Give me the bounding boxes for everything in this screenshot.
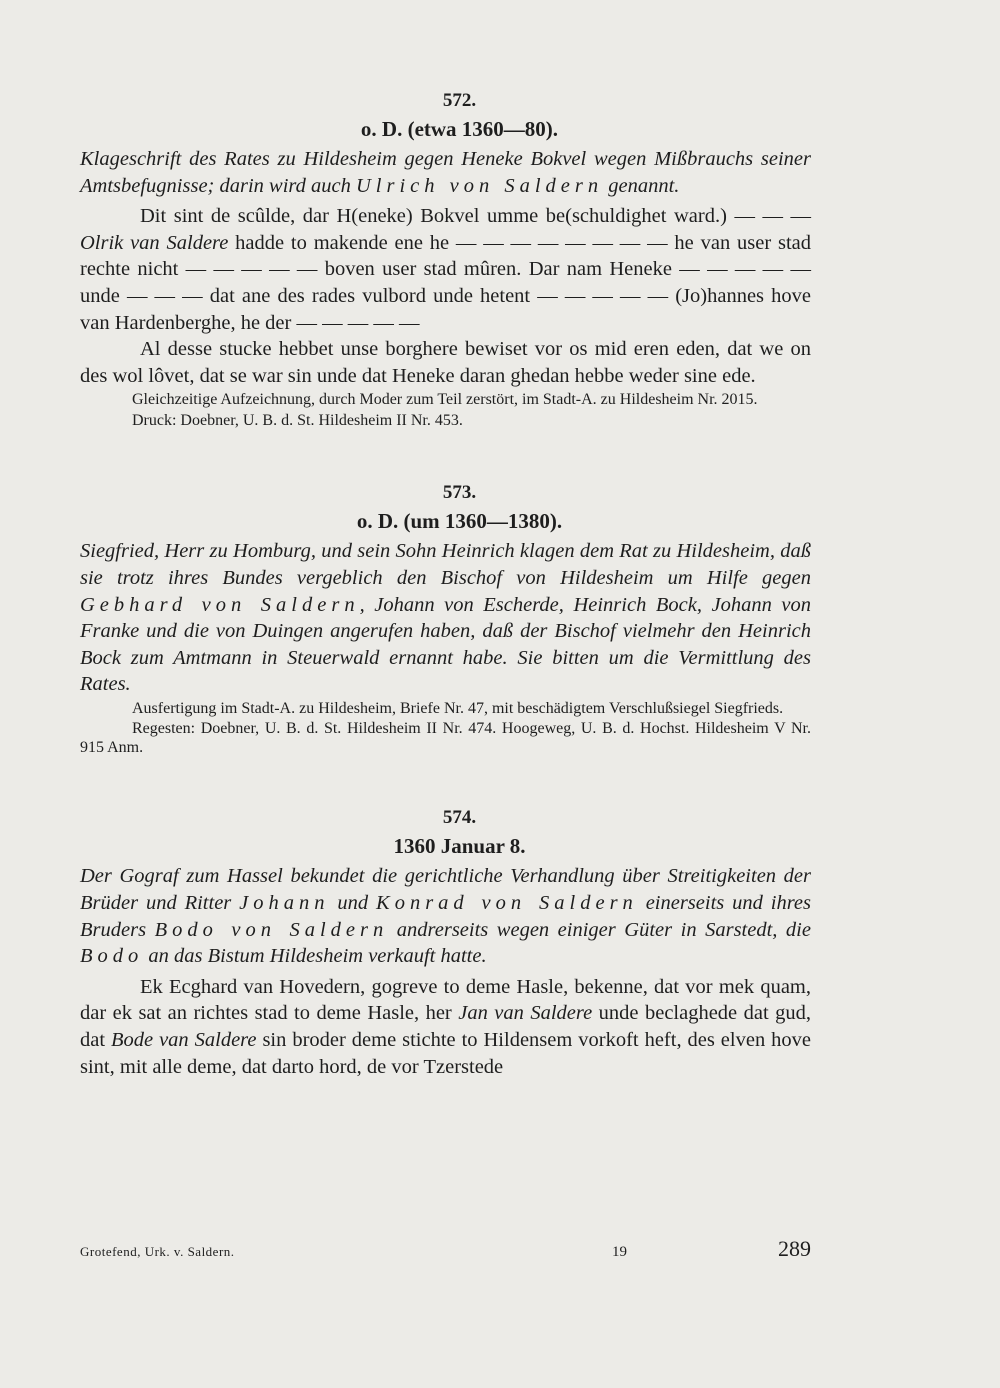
document-text [80, 974, 811, 1080]
text-run: Dit sint de scûlde, dar H(eneke) Bokvel umme be(schuldighet ward.) — — — [140, 205, 811, 228]
regest-text: an das Bistum Hildesheim verkauft hatte. [143, 945, 487, 968]
page-number: 289 [778, 1236, 811, 1261]
document-573 [80, 480, 811, 757]
regest-text: Siegfried, Herr zu Homburg, und sein Sohn Heinrich klagen dem Rat zu Hildesheim, daß sie trotz ihres Bundes vergeblich den Bischof von Hildesheim um Hilfe gegen [80, 540, 811, 589]
document-date: 1360 Januar 8. [393, 834, 526, 859]
regest-text: Klageschrift des Rates zu Hildesheim gegen Heneke Bokvel wegen Mißbrauchs seiner Amtsbefugnisse; darin wird auch [80, 148, 811, 197]
footer-signature: 19 [612, 1244, 627, 1260]
document-number: 573. [442, 482, 477, 504]
spaced-name: Gebhard von Saldern [80, 593, 360, 616]
spaced-name: Ulrich von Saldern [355, 174, 604, 197]
document-date: o. D. (etwa 1360—80). [360, 117, 559, 141]
regest-text: einerseits und ihres Bruders [80, 892, 812, 941]
spaced-name: Bodo von Saldern [154, 918, 389, 941]
document-574 [80, 805, 811, 1080]
document-regest [80, 863, 811, 969]
document-text [80, 203, 811, 336]
text-run: Ek Ecghard van Hovedern, gogreve to deme Hasle, bekenne, dat vor mek quam, dar ek sat an richtes stad to deme Hasle, her [80, 975, 811, 1025]
regest-text: , Johann von Escherde, Heinrich Bock, Johann von Franke und die von Duingen angerufen haben, daß der Bischof vielmehr den Heinrich Bock zum Amtmann in Steuerwald ernannt habe. Sie bitten um die Vermittlung des Rates. [80, 593, 811, 696]
source-note: Gleichzeitige Aufzeichnung, durch Moder zum Teil zerstört, im Stadt-A. zu Hildesheim Nr. 2015. [132, 391, 758, 409]
document-regest [80, 146, 811, 199]
regest-text: genannt. [603, 174, 680, 197]
text-run: hadde to makende ene he — — — — — — — — he van user stad rechte nicht — — — — — boven user stad mûren. Dar nam Heneke — — — — — unde — — — dat ane des rades vulbord unde hetent — — — — — (Jo)hannes hove van Hardenberghe, he der — — — — — [80, 231, 811, 334]
document-number: 574. [442, 807, 477, 829]
regest-text: andrerseits wegen einiger Güter in Sarstedt, die [388, 918, 811, 941]
spaced-name: Konrad von Saldern [376, 892, 638, 914]
document-text: Al desse stucke hebbet unse borghere bewiset vor os mid eren eden, dat we on des wol lôvet, dat se war sin unde dat Heneke daran ghedan hebbe weder sine ede. [80, 338, 811, 387]
text-run: sin broder deme stichte to Hildensem vorkoft heft, des elven hove sint, mit alle deme, dat darto hord, de vor Tzerstede [80, 1028, 811, 1078]
italic-name: Bode van Saldere [111, 1028, 257, 1051]
document-572 [80, 88, 811, 430]
regest-text: Der Gograf zum Hassel bekundet die gerichtliche Verhandlung über Streitigkeiten der Brüder und Ritter [80, 865, 811, 914]
regest-note: Regesten: Doebner, U. B. d. St. Hildesheim II Nr. 474. Hoogeweg, U. B. d. Hochst. Hildesheim V Nr. 915 Anm. [80, 720, 811, 756]
footer-author: Grotefend, Urk. v. Saldern. [80, 1244, 235, 1259]
document-date: o. D. (um 1360—1380). [356, 509, 563, 534]
page-body [80, 88, 811, 1080]
page-footer [80, 1236, 811, 1266]
italic-name: Olrik van Saldere [80, 231, 229, 254]
source-note: Ausfertigung im Stadt-A. zu Hildesheim, Briefe Nr. 47, mit beschädigtem Verschlußsiegel Siegfrieds. [132, 699, 784, 717]
regest-text: und [329, 892, 377, 914]
spaced-name: Johann [239, 892, 330, 914]
document-number: 572. [442, 90, 477, 111]
spaced-name: Bodo [80, 945, 144, 968]
italic-name: Jan van Saldere [458, 1002, 593, 1025]
document-regest [80, 538, 811, 698]
print-note: Druck: Doebner, U. B. d. St. Hildesheim II Nr. 453. [132, 411, 463, 429]
text-run: unde beclaghede dat gud, dat [80, 1002, 811, 1051]
